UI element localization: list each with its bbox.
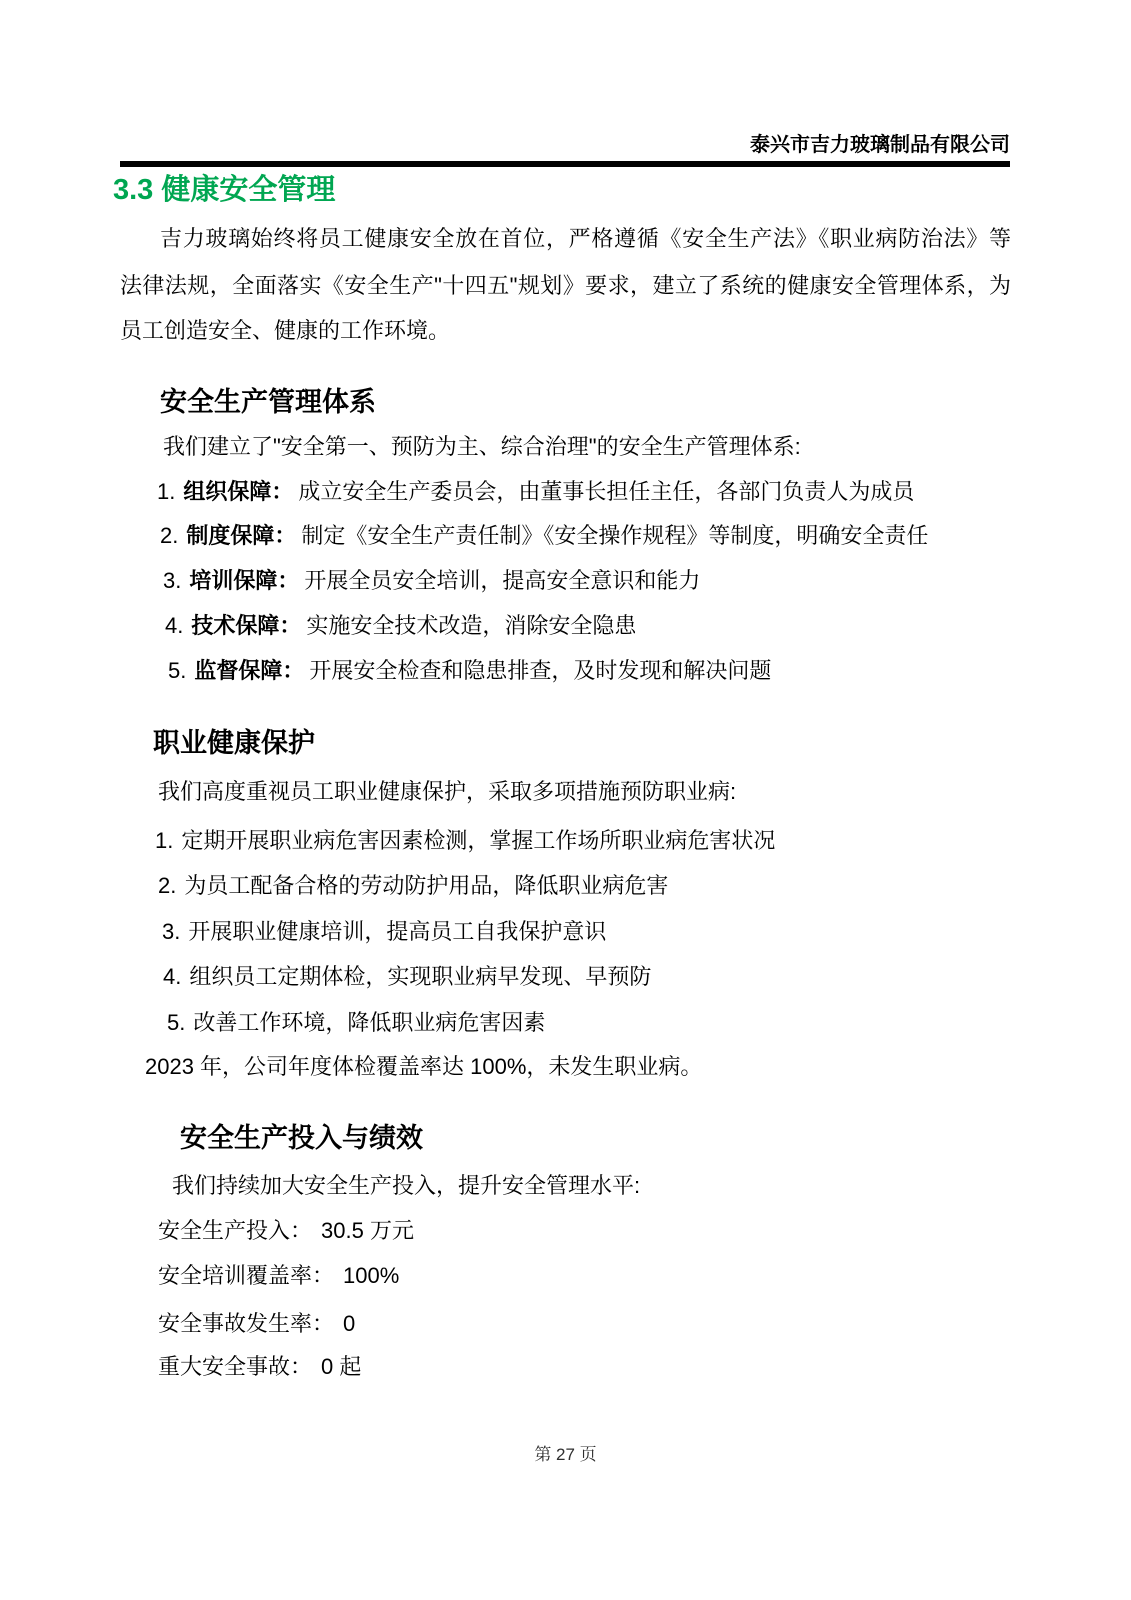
section-heading-safety-system: 安全生产管理体系 (160, 387, 376, 417)
section-lead: 我们持续加大安全生产投入，提升安全管理水平: (172, 1173, 641, 1198)
list-item (157, 477, 914, 507)
list-item-number: 3. (162, 919, 181, 944)
metric-label: 安全事故发生率： (158, 1311, 335, 1336)
list-item-number: 1. (155, 828, 174, 853)
list-item-text: 组织员工定期体检，实现职业病早发现、早预防 (189, 964, 652, 989)
list-item-text: 成立安全生产委员会，由董事长担任主任，各部门负责人为成员 (298, 479, 915, 504)
metric-label: 重大安全事故： (158, 1354, 313, 1379)
list-item (163, 962, 651, 992)
page-number: 第 27 页 (534, 1445, 597, 1464)
metric-label: 安全生产投入： (158, 1218, 313, 1243)
list-item-number: 3. (163, 568, 182, 593)
list-item-text: 开展职业健康培训，提高员工自我保护意识 (188, 919, 607, 944)
list-item (167, 1008, 545, 1038)
intro-line: 员工创造安全、健康的工作环境。 (120, 318, 451, 343)
list-item-number: 5. (167, 1010, 186, 1035)
metric-row (158, 1261, 399, 1291)
list-item-number: 1. (157, 479, 176, 504)
list-item-text: 改善工作环境，降低职业病危害因素 (193, 1010, 546, 1035)
list-item-term: 培训保障： (189, 568, 300, 593)
list-item-text: 开展全员安全培训，提高安全意识和能力 (304, 568, 701, 593)
metric-label: 安全培训覆盖率： (158, 1263, 335, 1288)
metric-value: 0 (343, 1311, 356, 1336)
metric-value: 30.5 万元 (321, 1218, 414, 1243)
metric-row (158, 1216, 414, 1246)
list-item-term: 组织保障： (183, 479, 294, 504)
list-item-term: 技术保障： (191, 613, 302, 638)
list-item (160, 521, 928, 551)
list-item-number: 4. (163, 964, 182, 989)
list-item-text: 实施安全技术改造，消除安全隐患 (306, 613, 637, 638)
list-item (158, 871, 668, 901)
list-item-text: 定期开展职业病危害因素检测，掌握工作场所职业病危害状况 (181, 828, 776, 853)
list-item-number: 2. (160, 523, 179, 548)
section-heading-safety-investment: 安全生产投入与绩效 (180, 1123, 423, 1153)
list-item-term: 制度保障： (186, 523, 297, 548)
metric-value: 0 起 (321, 1354, 362, 1379)
section-note: 2023 年，公司年度体检覆盖率达 100%，未发生职业病。 (145, 1054, 703, 1079)
metric-row (158, 1352, 361, 1382)
list-item-number: 2. (158, 873, 177, 898)
section-lead: 我们高度重视员工职业健康保护，采取多项措施预防职业病: (158, 779, 737, 804)
header-company-name: 泰兴市吉力玻璃制品有限公司 (750, 134, 1010, 156)
list-item (163, 566, 700, 596)
header-divider (120, 161, 1010, 167)
list-item-number: 5. (168, 658, 187, 683)
list-item (155, 826, 775, 856)
metric-value: 100% (343, 1263, 400, 1288)
list-item-text: 制定《安全生产责任制》《安全操作规程》等制度，明确安全责任 (301, 523, 929, 548)
list-item-number: 4. (165, 613, 184, 638)
section-heading-occupational-health: 职业健康保护 (153, 728, 315, 758)
list-item (162, 917, 606, 947)
intro-line: 法律法规，全面落实《安全生产"十四五"规划》要求，建立了系统的健康安全管理体系，为 (120, 273, 1011, 298)
metric-row (158, 1309, 355, 1339)
list-item (168, 656, 771, 686)
page-title: 3.3 健康安全管理 (113, 174, 336, 206)
intro-line: 吉力玻璃始终将员工健康安全放在首位，严格遵循《安全生产法》《职业病防治法》等 (160, 226, 1011, 251)
list-item-text: 为员工配备合格的劳动防护用品，降低职业病危害 (184, 873, 669, 898)
list-item-text: 开展安全检查和隐患排查，及时发现和解决问题 (309, 658, 772, 683)
list-item (165, 611, 636, 641)
section-lead: 我们建立了"安全第一、预防为主、综合治理"的安全生产管理体系: (163, 434, 801, 459)
list-item-term: 监督保障： (194, 658, 305, 683)
